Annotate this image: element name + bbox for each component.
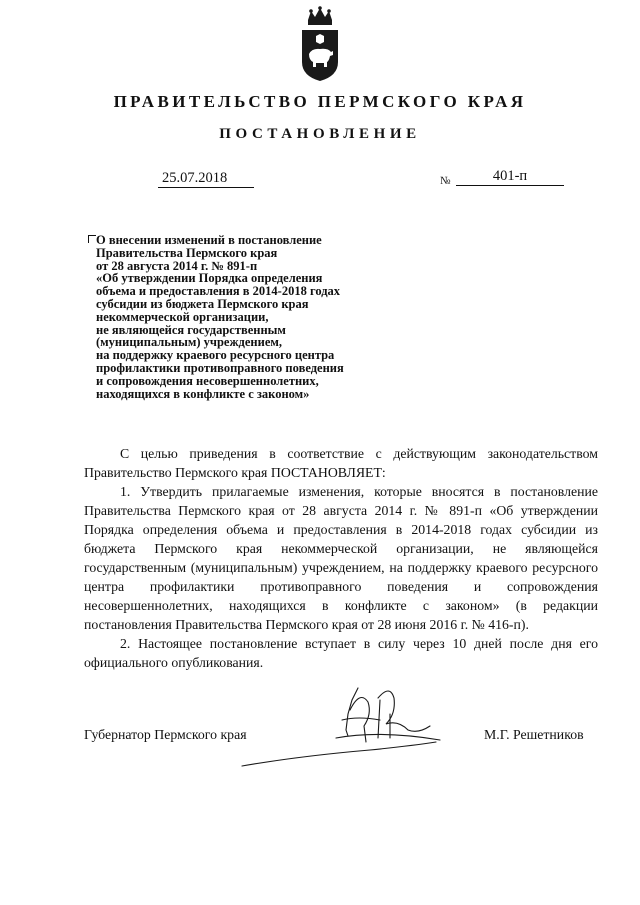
document-number: 401-п [456,168,564,186]
subject-bracket [88,235,96,243]
signatory-title: Губернатор Пермского края [84,727,247,742]
handwritten-signature [240,680,470,775]
subject-line: «Об утверждении Порядка определения [96,271,323,286]
body-paragraph-item-2: 2. Настоящее постановление вступает в силу через 10 дней после дня его официального опубликования. [84,636,598,670]
coat-of-arms-icon [298,6,342,87]
subject-line: не являющейся государственным [96,322,286,337]
subject-line: объема и предоставления в 2014-2018 годах [96,284,341,299]
subject-line: от 28 августа 2014 г. № 891-п [96,258,258,273]
number-sign: № [440,175,451,187]
subject-line: и сопровождения несовершеннолетних, [96,373,319,388]
document-date: 25.07.2018 [158,170,254,188]
subject-line: некоммерческой организации, [96,309,269,324]
document-type: ПОСТАНОВЛЕНИЕ [219,126,421,142]
document-body [84,444,598,672]
subject-line: О внесении изменений в постановление [96,233,322,247]
signatory-name: М.Г. Решетников [484,727,584,742]
subject-line: Правительства Пермского края [96,245,278,260]
body-paragraph-item-1: 1. Утвердить прилагаемые изменения, которые вносятся в постановление Правительства Пермского края от 28 августа 2014 г. № 891-п «Об утверждении Порядка определения объема и предоставления в 2014-2018 годах субсидии из бюджета Пермского края некоммерческой организации, не являющейся государственным (муниципальным) учреждением, на поддержку краевого ресурсного центра профилактики противоправного поведения и сопровождения несовершеннолетних, находящихся в конфликте с законом» (в редакции постановления Правительства Пермского края от 28 июня 2016 г. № 416-п). [84,484,598,632]
subject-line: на поддержку краевого ресурсного центра [96,348,335,363]
body-paragraph-preamble: С целью приведения в соответствие с действующим законодательством Правительство Пермского края ПОСТАНОВЛЯЕТ: [84,446,598,480]
subject-line: субсидии из бюджета Пермского края [96,296,309,311]
subject-line: находящихся в конфликте с законом» [96,386,310,401]
subject-line: (муниципальным) учреждением, [96,335,283,350]
government-title: ПРАВИТЕЛЬСТВО ПЕРМСКОГО КРАЯ [113,92,527,111]
subject-block [96,234,416,400]
subject-line: профилактики противоправного поведения [96,360,344,375]
